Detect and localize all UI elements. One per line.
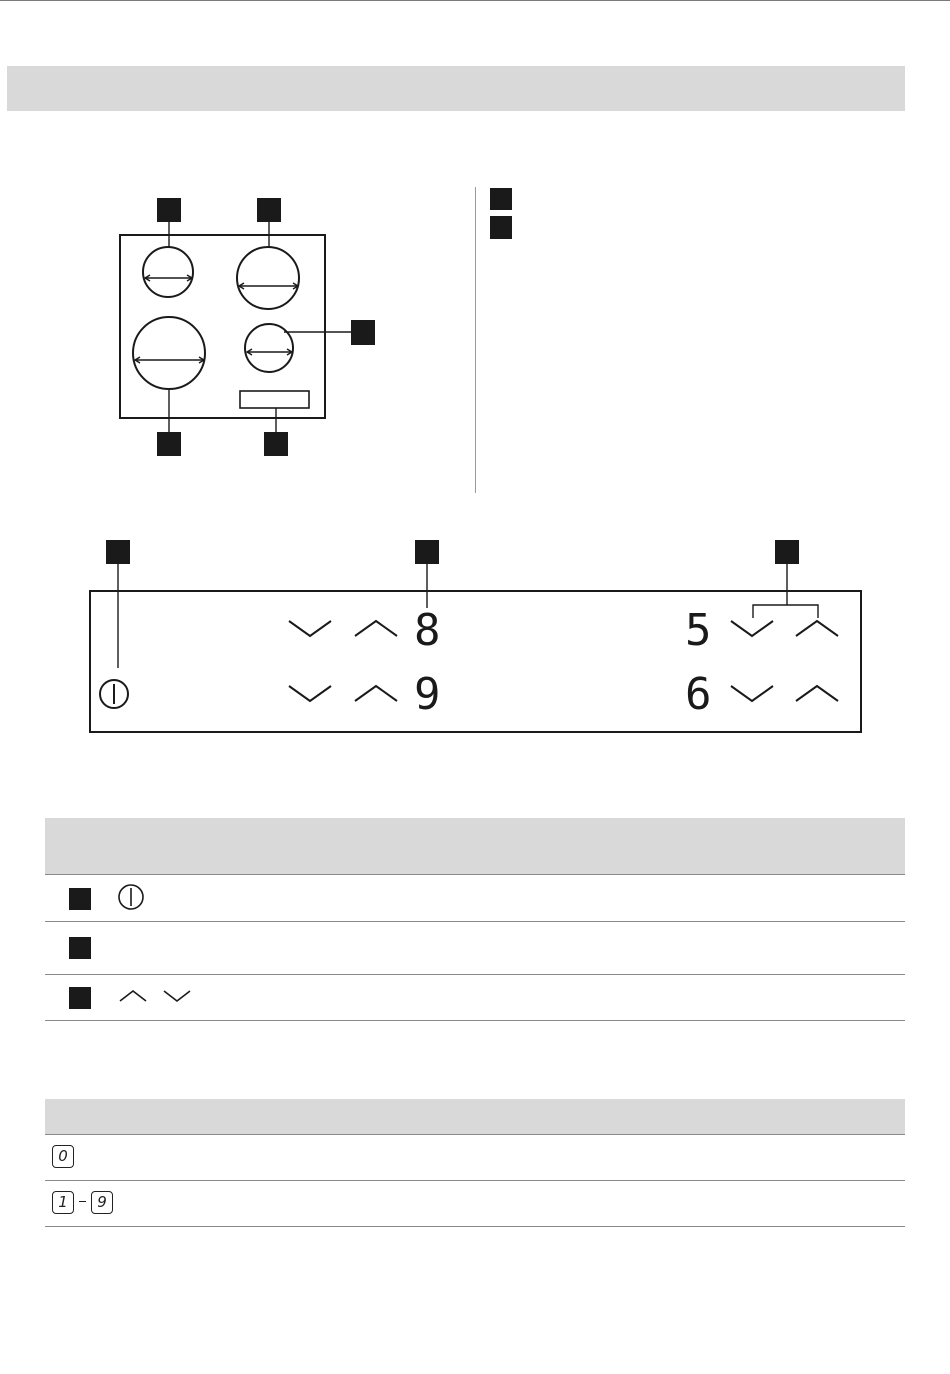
table-rule [45,974,905,975]
chevron-up-icon[interactable] [355,621,397,636]
display-digit-box: 0 [52,1145,74,1168]
bracket-leader [753,605,818,618]
chevron-up-icon[interactable] [355,686,397,701]
display-front-right: 5 [685,605,712,656]
chevron-up-icon[interactable] [796,686,838,701]
panel-marker-2 [415,540,439,564]
display-rear-right: 6 [685,669,712,720]
table-rule [45,874,905,875]
chevron-down-icon[interactable] [731,686,773,701]
display-digit-box: 9 [91,1191,113,1214]
display-rear-left: 9 [414,669,441,720]
range-dash [79,1201,86,1202]
panel-marker-1 [106,540,130,564]
row-marker-1 [69,888,91,910]
on-off-icon [117,883,147,913]
table-rule [45,1134,905,1135]
chevron-down-icon[interactable] [731,621,773,636]
functions-table-header [45,818,905,874]
row-marker-3 [69,987,91,1009]
control-panel-frame [90,591,861,732]
table-rule [45,921,905,922]
chevron-down-icon[interactable] [289,686,331,701]
up-down-chevrons-icon [118,988,198,1008]
display-digit-box: 1 [52,1191,74,1214]
table-rule [45,1226,905,1227]
on-off-icon[interactable] [100,680,128,708]
panel-marker-3 [775,540,799,564]
display-table-header [45,1099,905,1134]
display-front-left: 8 [414,605,441,656]
table-rule [45,1180,905,1181]
chevron-down-icon[interactable] [289,621,331,636]
chevron-up-icon[interactable] [796,621,838,636]
row-marker-2 [69,937,91,959]
table-rule [45,1020,905,1021]
